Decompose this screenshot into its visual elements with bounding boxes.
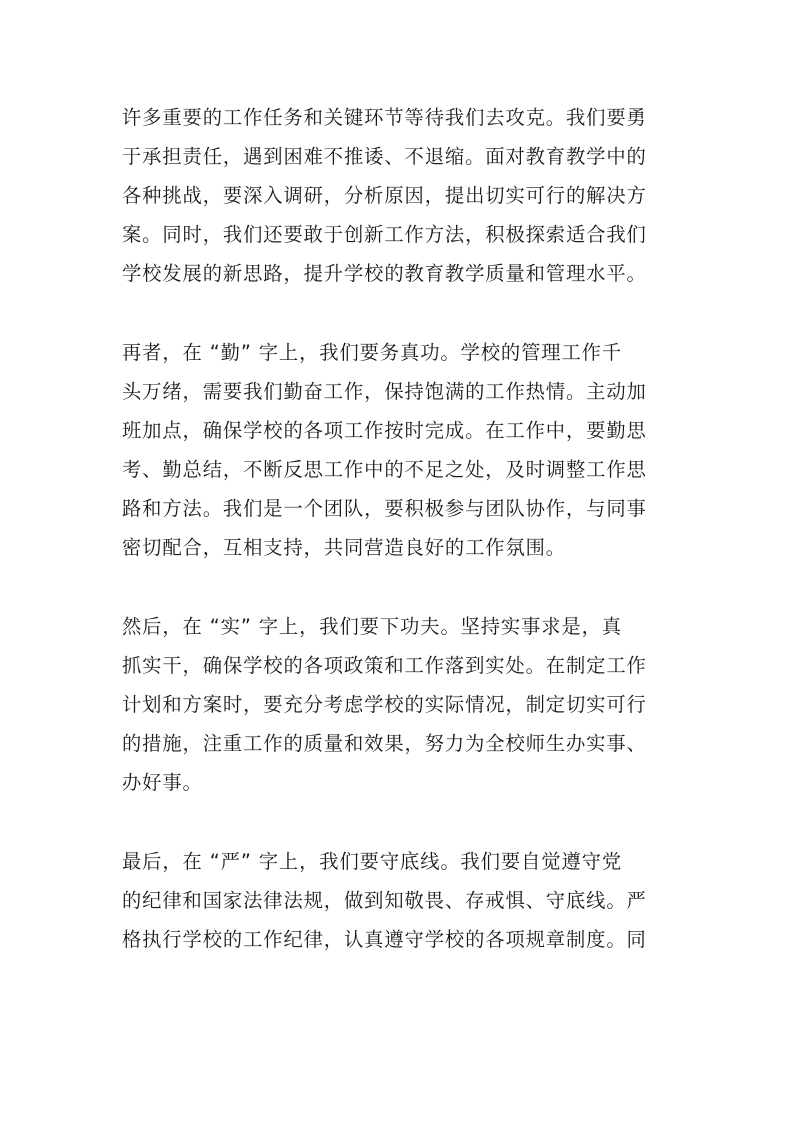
paragraph-3-line-2: 抓实干，确保学校的各项政策和工作落到实处。在制定工作 — [122, 654, 647, 677]
paragraph-2-line-3: 班加点，确保学校的各项工作按时完成。在工作中，要勤思 — [122, 419, 647, 442]
paragraph-3-line-4: 的措施，注重工作的质量和效果，努力为全校师生办实事、 — [122, 732, 647, 755]
paragraph-2-line-5: 路和方法。我们是一个团队，要积极参与团队协作，与同事 — [122, 497, 647, 520]
paragraph-3-line-1: 然后，在 “实” 字上，我们要下功夫。坚持实事求是，真 — [122, 615, 623, 638]
paragraph-4-line-2: 的纪律和国家法律法规，做到知敬畏、存戒惧、守底线。严 — [122, 889, 647, 912]
paragraph-2-line-2: 头万绪，需要我们勤奋工作，保持饱满的工作热情。主动加 — [122, 380, 647, 403]
paragraph-1-line-2: 于承担责任，遇到困难不推诿、不退缩。面对教育教学中的 — [122, 145, 647, 168]
document-page — [122, 0, 677, 1122]
paragraph-1-line-3: 各种挑战，要深入调研，分析原因，提出切实可行的解决方 — [122, 184, 647, 207]
paragraph-4-line-1: 最后，在 “严” 字上，我们要守底线。我们要自觉遵守党 — [122, 850, 623, 873]
paragraph-1-line-5: 学校发展的新思路，提升学校的教育教学质量和管理水平。 — [122, 262, 647, 285]
paragraph-2-line-6: 密切配合，互相支持，共同营造良好的工作氛围。 — [122, 536, 566, 559]
paragraph-1-line-1: 许多重要的工作任务和关键环节等待我们去攻克。我们要勇 — [122, 106, 647, 129]
paragraph-1-line-4: 案。同时，我们还要敢于创新工作方法，积极探索适合我们 — [122, 223, 647, 246]
paragraph-4-line-3: 格执行学校的工作纪律，认真遵守学校的各项规章制度。同 — [122, 928, 647, 951]
paragraph-3-line-3: 计划和方案时，要充分考虑学校的实际情况，制定切实可行 — [122, 693, 647, 716]
paragraph-3-line-5: 办好事。 — [122, 771, 203, 794]
paragraph-2-line-4: 考、勤总结，不断反思工作中的不足之处，及时调整工作思 — [122, 458, 647, 481]
paragraph-2-line-1: 再者，在 “勤” 字上，我们要务真功。学校的管理工作千 — [122, 341, 623, 364]
